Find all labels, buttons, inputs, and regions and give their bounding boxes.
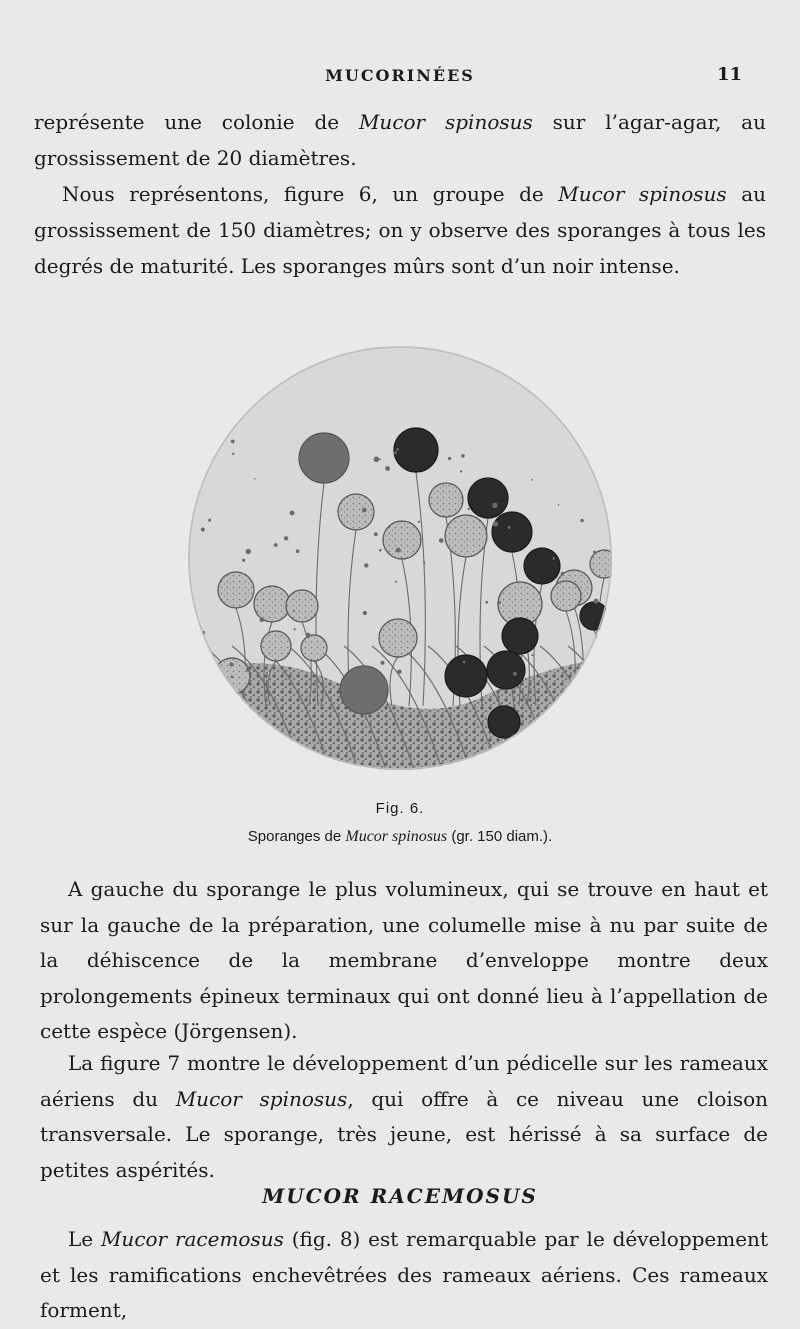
sporangium — [487, 651, 525, 689]
debris-speck — [593, 551, 596, 554]
debris-speck — [374, 457, 380, 463]
debris-speck — [423, 562, 425, 564]
sporangiophore-stalk — [594, 630, 603, 706]
sporangium — [445, 515, 487, 557]
debris-speck — [231, 676, 234, 679]
sporangium — [286, 590, 318, 622]
debris-speck — [284, 536, 288, 540]
sporangium — [379, 619, 417, 657]
debris-speck — [229, 663, 233, 667]
species-name: Mucor spinosus — [175, 1086, 348, 1111]
debris-speck — [379, 549, 382, 552]
debris-speck — [231, 440, 235, 444]
debris-speck — [594, 599, 599, 604]
figure-caption — [0, 828, 800, 846]
sporangium — [394, 428, 438, 472]
sporangium — [524, 548, 560, 584]
paragraph-4-text-a: La figure 7 montre le développement d’un pédicelle sur les rameaux aériens du — [40, 1051, 768, 1111]
paragraph-3-text: A gauche du sporange le plus volumineux, qui se trouve en haut et sur la gauche de la préparation, une columelle mise à nu par suite de la déhiscence de la membrane d’enveloppe montre deux prolongements épineux terminaux qui ont donné lieu à l’appellation de cette espèce (Jörgensen). — [40, 877, 768, 1043]
debris-speck — [254, 478, 256, 480]
paragraph-1 — [34, 104, 766, 176]
debris-speck — [379, 459, 381, 461]
debris-speck — [460, 470, 462, 472]
micrograph-figure — [184, 346, 616, 770]
debris-speck — [381, 685, 386, 690]
micrograph-image — [184, 346, 616, 770]
debris-speck — [293, 610, 295, 612]
debris-speck — [493, 521, 498, 526]
debris-speck — [492, 503, 497, 508]
debris-speck — [439, 538, 444, 543]
sporangium — [383, 521, 421, 559]
species-name: Mucor spinosus — [558, 182, 727, 206]
debris-speck — [585, 675, 590, 680]
debris-speck — [232, 453, 234, 455]
debris-speck — [201, 528, 205, 532]
caption-text-a: Sporanges de — [247, 828, 346, 845]
debris-speck — [531, 479, 533, 481]
paragraph-2 — [34, 176, 766, 284]
debris-speck — [274, 543, 278, 547]
debris-speck — [364, 563, 368, 567]
debris-speck — [246, 668, 250, 672]
debris-speck — [463, 661, 466, 664]
debris-speck — [461, 454, 465, 458]
sporangium — [340, 666, 388, 714]
sporangium — [301, 635, 327, 661]
debris-speck — [306, 633, 311, 638]
debris-speck — [242, 559, 245, 562]
page-number: 11 — [716, 64, 742, 85]
debris-speck — [531, 654, 533, 656]
paragraph-2-text-a: Nous représentons, figure 6, un groupe de — [62, 182, 559, 206]
sporangium — [254, 586, 290, 622]
debris-speck — [561, 572, 564, 575]
debris-speck — [395, 581, 397, 583]
debris-speck — [513, 672, 517, 676]
paragraph-5 — [40, 1222, 768, 1329]
debris-speck — [362, 508, 367, 513]
paragraph-1-text-b: sur l’agar-agar, au grossissement de 20 diamètres. — [34, 110, 766, 170]
debris-speck — [580, 519, 583, 522]
debris-speck — [363, 611, 367, 615]
running-head — [0, 62, 800, 92]
debris-speck — [296, 549, 300, 553]
debris-speck — [385, 466, 390, 471]
sporangium — [488, 706, 520, 738]
paragraph-1-text-a: représente une colonie de — [34, 110, 359, 134]
debris-speck — [486, 601, 489, 604]
sporangium — [502, 618, 538, 654]
debris-speck — [260, 618, 264, 622]
debris-speck — [448, 457, 451, 460]
paragraph-3 — [40, 872, 768, 1050]
species-name: Mucor spinosus — [358, 110, 533, 134]
debris-speck — [468, 508, 470, 510]
debris-speck — [394, 451, 397, 454]
debris-speck — [374, 532, 378, 536]
debris-speck — [508, 526, 511, 529]
debris-speck — [320, 442, 324, 446]
debris-speck — [558, 504, 560, 506]
sporangium — [468, 478, 508, 518]
debris-speck — [208, 519, 211, 522]
debris-speck — [294, 628, 296, 630]
paragraph-4-text-b: , qui offre à ce niveau une cloison transversale. Le sporange, très jeune, est hérissé à sa surface de petites aspérités. — [40, 1086, 768, 1182]
debris-speck — [246, 549, 251, 554]
paragraph-5-text-b: (fig. 8) est remarquable par le développement et les ramifications enchevêtrées des rameaux aériens. Ces rameaux forment, — [40, 1227, 768, 1322]
paragraph-4 — [40, 1046, 768, 1188]
debris-speck — [290, 511, 295, 516]
figure-number: Fig. 6. — [375, 800, 425, 817]
debris-speck — [397, 670, 401, 674]
sporangium — [590, 550, 616, 578]
paragraph-5-text-a: Le — [68, 1227, 101, 1251]
sporangium — [338, 494, 374, 530]
sporangium — [429, 483, 463, 517]
caption-species-name: Mucor spinosus — [345, 828, 448, 845]
sporangium — [492, 512, 532, 552]
debris-speck — [552, 557, 555, 560]
section-heading: MUCOR RACEMOSUS — [262, 1184, 538, 1208]
running-title: MUCORINÉES — [325, 66, 475, 85]
debris-speck — [396, 448, 399, 451]
debris-speck — [396, 548, 401, 553]
debris-speck — [381, 661, 385, 665]
debris-speck — [418, 521, 420, 523]
debris-speck — [341, 454, 346, 459]
debris-speck — [217, 678, 222, 683]
sporangium — [299, 433, 349, 483]
debris-speck — [497, 601, 501, 605]
sporangium — [261, 631, 291, 661]
sporangium — [218, 572, 254, 608]
species-name: Mucor racemosus — [100, 1227, 284, 1251]
caption-text-b: (gr. 150 diam.). — [447, 828, 553, 845]
sporangium — [445, 655, 487, 697]
sporangium — [551, 581, 581, 611]
sporangium — [580, 602, 608, 630]
paragraph-2-text-b: au grossissement de 150 diamètres; on y observe des sporanges à tous les degrés de maturité. Les sporanges mûrs sont d’un noir intense. — [34, 182, 766, 278]
